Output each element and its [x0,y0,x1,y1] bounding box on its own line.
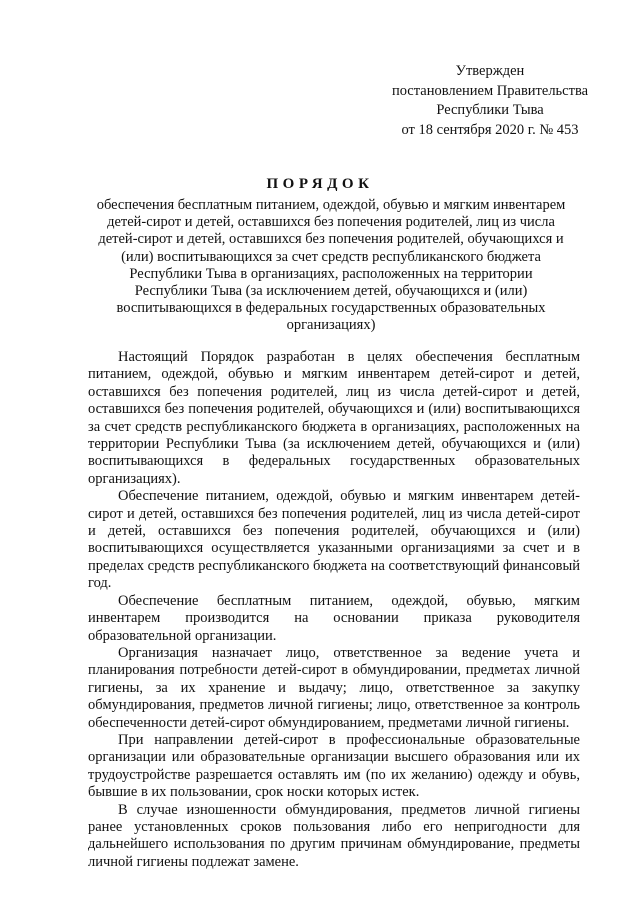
approval-block [380,62,600,140]
paragraph: Организация назначает лицо, ответственное за ведение учета и планирования потребности детей-сирот в обмундировании, предметах личной гигиены, за их хранение и выдачу; лицо, ответственное за закупку обмундирования, предметов личной гигиены; лицо, ответственное за контроль обеспеченности детей-сирот обмундированием, предметами личной гигиены. [88,644,580,731]
document-subtitle: обеспечения бесплатным питанием, одеждой, обувью и мягким инвентарем детей-сирот и детей, оставшихся без попечения родителей, лиц из числа детей-сирот и детей, оставшихся без попечения родителей, обучающихся и (или) воспитывающихся за счет средств республиканского бюджета Республики Тыва в организациях, расположенных на территории Республики Тыва (за исключением детей, обучающихся и (или) воспитывающихся в федеральных государственных образовательных организациях) [96,197,566,334]
paragraph: Настоящий Порядок разработан в целях обеспечения бесплатным питанием, одеждой, обувью и мягким инвентарем детей-сирот и детей, оставшихся без попечения родителей, лиц из числа детей-сирот и детей, оставшихся без попечения родителей, обучающихся и (или) воспитывающихся за счет средств республиканского бюджета в организациях, расположенных на территории Республики Тыва (за исключением детей, обучающихся и (или) воспитывающихся в федеральных государственных образовательных организациях). [88,349,580,487]
paragraph: Обеспечение бесплатным питанием, одеждой, обувью, мягким инвентарем производится на основании приказа руководителя образовательной организации. [88,592,580,644]
document-body [88,349,580,871]
paragraph: В случае изношенности обмундирования, предметов личной гигиены ранее установленных сроков пользования либо его непригодности для дальнейшего использования по другим причинам обмундирование, предметы личной гигиены подлежат замене. [88,801,580,870]
document-title: ПОРЯДОК [266,176,374,192]
approval-line: постановлением Правительства [391,82,589,99]
approval-line: от 18 сентября 2020 г. № 453 [401,121,579,138]
paragraph: Обеспечение питанием, одеждой, обувью и мягким инвентарем детей-сирот и детей, оставшихся без попечения родителей, лиц из числа детей-сирот и детей, оставшихся без попечения родителей, обучающихся и (или) воспитывающихся осуществляется указанными организациями за счет и в пределах средств республиканского бюджета на соответствующий финансовый год. [88,488,580,592]
approval-line: Республики Тыва [436,102,544,118]
paragraph: При направлении детей-сирот в профессиональные образовательные организации или образовательные организации высшего образования или их трудоустройстве разрешается оставлять им (по их желанию) одежду и обувь, бывшие в их пользовании, срок носки которых истек. [88,731,580,801]
approval-line: Утвержден [455,63,525,79]
